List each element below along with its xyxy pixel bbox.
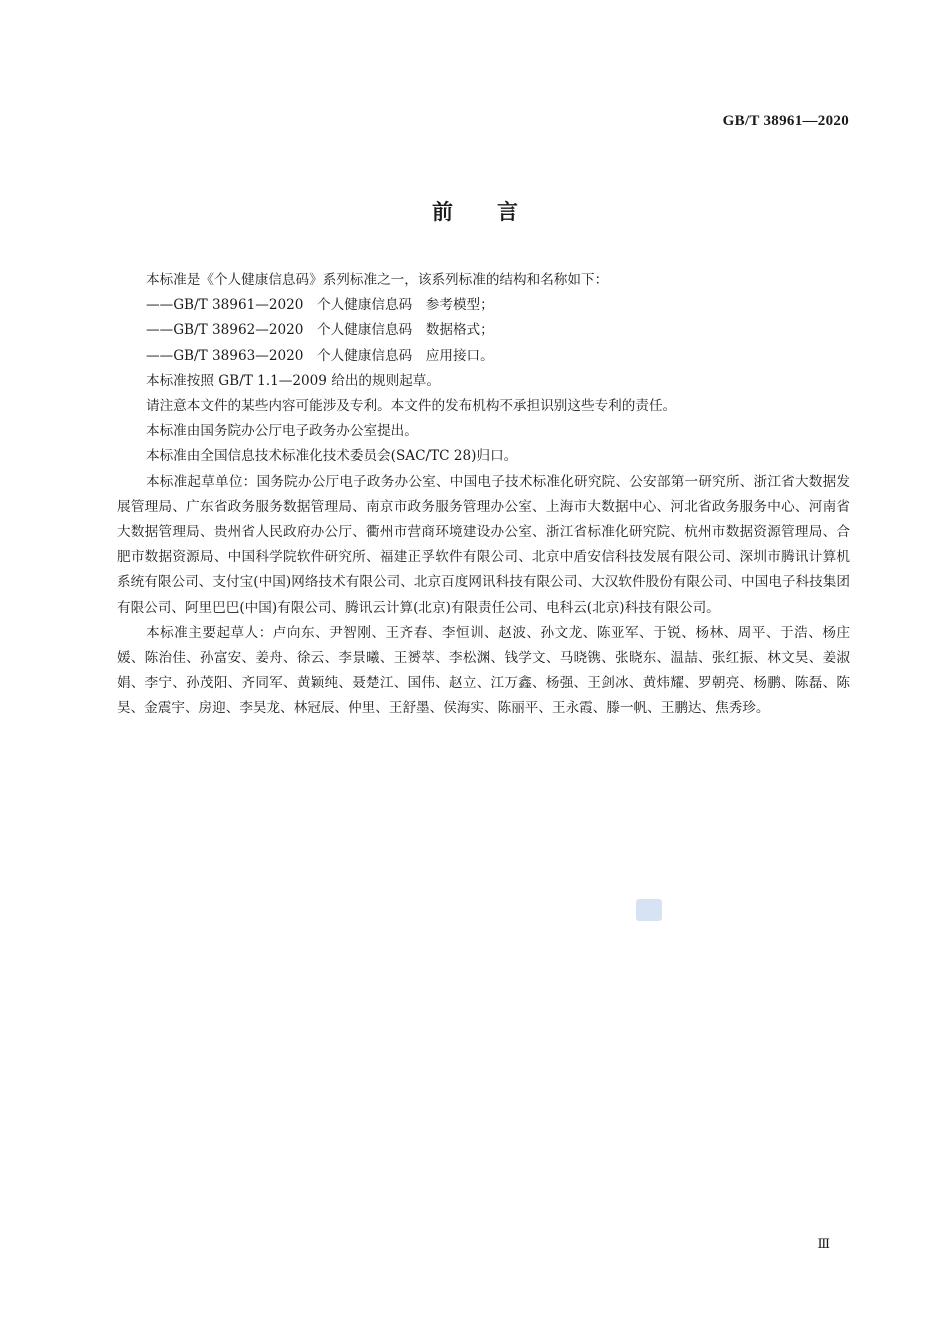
page-title: 前言 <box>432 200 562 224</box>
page-number: Ⅲ <box>817 1236 830 1251</box>
paragraph-intro: 本标准是《个人健康信息码》系列标准之一，该系列标准的结构和名称如下： <box>146 272 609 288</box>
paragraph-proposer: 本标准由国务院办公厅电子政务办公室提出。 <box>146 423 418 440</box>
standard-code: GB/T 38961—2020 <box>722 113 849 129</box>
paragraph-patent-notice: 请注意本文件的某些内容可能涉及专利。本文件的发布机构不承担识别这些专利的责任。 <box>146 398 677 415</box>
foreword-body <box>117 268 850 722</box>
sac-logo-watermark <box>636 899 662 921</box>
paragraph-drafting-units: 本标准起草单位：国务院办公厅电子政务办公室、中国电子技术标准化研究院、公安部第一研究所、浙江省大数据发展管理局、广东省政务服务数据管理局、南京市政务服务管理办公室、上海市大数据中心、河北省政务服务中心、河南省大数据管理局、贵州省人民政府办公厅、衢州市营商环境建设办公室、浙江省标准化研究院、杭州市数据资源管理局、合肥市数据资源局、中国科学院软件研究所、福建正孚软件有限公司、北京中盾安信科技发展有限公司、深圳市腾讯计算机系统有限公司、支付宝(中国)网络技术有限公司、北京百度网讯科技有限公司、大汉软件股份有限公司、中国电子科技集团有限公司、阿里巴巴(中国)有限公司、腾讯云计算(北京)有限责任公司、电科云(北京)科技有限公司。 <box>117 473 850 616</box>
paragraph-drafters: 本标准主要起草人：卢向东、尹智刚、王齐春、李恒训、赵波、孙文龙、陈亚军、于锐、杨林、周平、于浩、杨庄媛、陈治佳、孙富安、姜舟、徐云、李景曦、王赟萃、李松渊、钱学文、马晓镌、张晓东、温喆、张红振、林文昊、姜淑娟、李宁、孙茂阳、齐同军、黄颖纯、聂楚江、国伟、赵立、江万鑫、杨强、王剑冰、黄炜耀、罗朝亮、杨鹏、陈磊、陈昊、金震宇、房迎、李昊龙、林冠辰、仲里、王舒墨、侯海实、陈丽平、王永霞、滕一帆、王鹏达、焦秀珍。 <box>117 624 850 717</box>
paragraph-centralizer: 本标准由全国信息技术标准化技术委员会(SAC/TC 28)归口。 <box>146 448 518 465</box>
list-item-part3: ——GB/T 38963—2020 个人健康信息码 应用接口。 <box>146 347 494 364</box>
list-item-part1: ——GB/T 38961—2020 个人健康信息码 参考模型； <box>146 297 494 314</box>
list-item-part2: ——GB/T 38962—2020 个人健康信息码 数据格式； <box>146 322 494 339</box>
paragraph-drafting-rules: 本标准按照 GB/T 1.1—2009 给出的规则起草。 <box>146 372 440 389</box>
